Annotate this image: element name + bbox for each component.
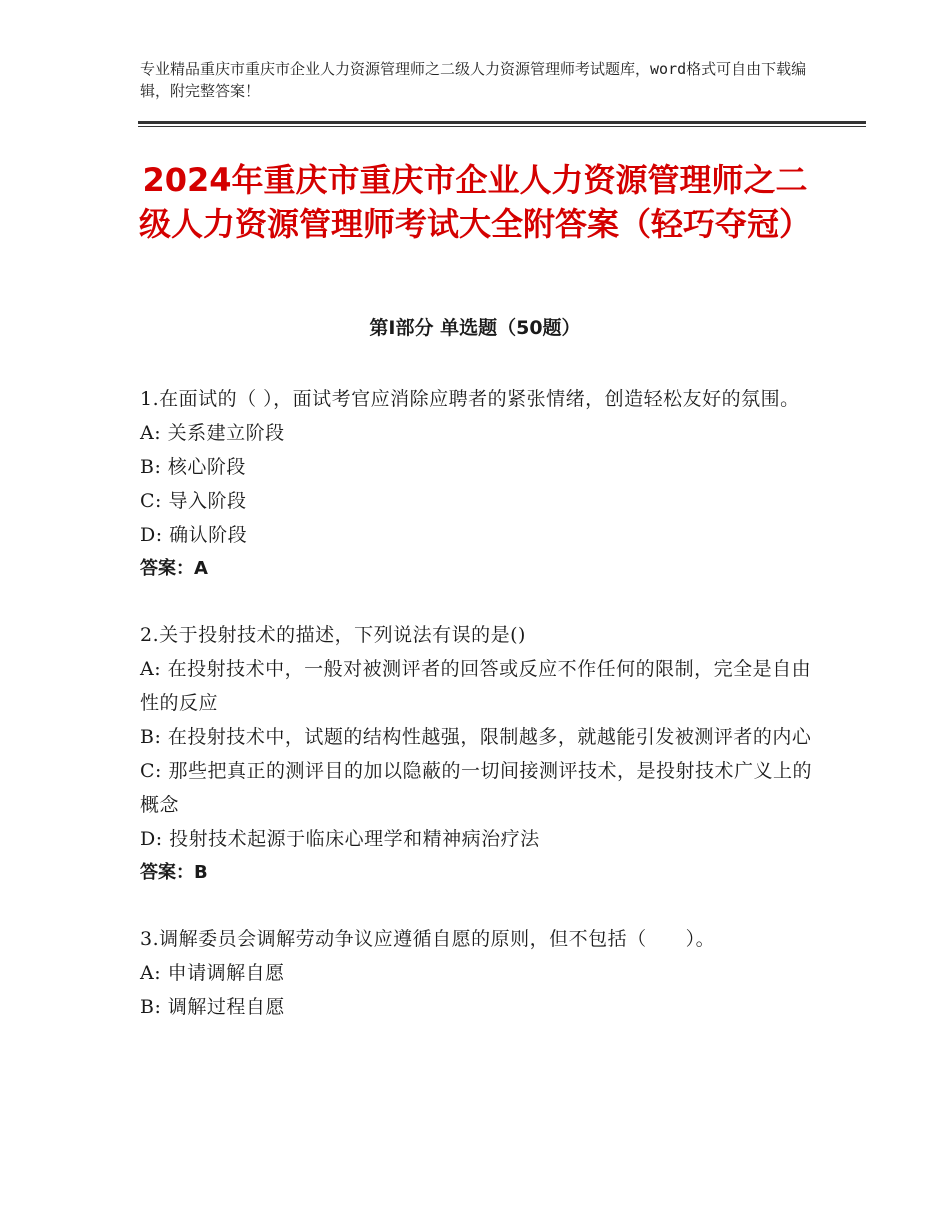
header-divider-thin: [138, 126, 866, 127]
option-c: C: 导入阶段: [140, 490, 247, 512]
answer-value: B: [194, 862, 208, 883]
document-title: 2024年重庆市重庆市企业人力资源管理师之二级人力资源管理师考试大全附答案（轻巧夺冠）: [138, 161, 811, 243]
option-b: B: 核心阶段: [140, 456, 246, 478]
answer-value: A: [194, 558, 208, 579]
option-b: B: 调解过程自愿: [140, 996, 285, 1018]
question-stem: 1.在面试的（ ），面试考官应消除应聘者的紧张情绪，创造轻松友好的氛围。: [140, 388, 800, 410]
answer-line: [140, 552, 812, 586]
question-stem: 3.调解委员会调解劳动争议应遵循自愿的原则，但不包括（ ）。: [140, 928, 716, 950]
option-a: A: 申请调解自愿: [140, 962, 285, 984]
question-stem: 2.关于投射技术的描述，下列说法有误的是(): [140, 624, 526, 646]
question-2: [140, 618, 812, 890]
option-b: B: 在投射技术中，试题的结构性越强，限制越多，就越能引发被测评者的内心: [140, 726, 812, 748]
question-1: [140, 382, 812, 586]
answer-line: [140, 856, 812, 890]
header-note: 专业精品重庆市重庆市企业人力资源管理师之二级人力资源管理师考试题库，word格式可自由下载编辑，附完整答案！: [140, 60, 807, 100]
header-divider-thick: [138, 121, 866, 124]
question-list: [140, 382, 812, 1056]
option-a: A: 关系建立阶段: [140, 422, 285, 444]
answer-label: 答案：: [140, 558, 194, 579]
option-d: D: 投射技术起源于临床心理学和精神病治疗法: [140, 828, 540, 850]
option-d: D: 确认阶段: [140, 524, 248, 546]
section-title: 第Ⅰ部分 单选题（50题）: [369, 317, 581, 339]
question-3: [140, 922, 812, 1024]
option-c: C: 那些把真正的测评目的加以隐蔽的一切间接测评技术，是投射技术广义上的概念: [140, 760, 812, 816]
answer-label: 答案：: [140, 862, 194, 883]
option-a: A: 在投射技术中，一般对被测评者的回答或反应不作任何的限制，完全是自由性的反应: [140, 658, 812, 714]
